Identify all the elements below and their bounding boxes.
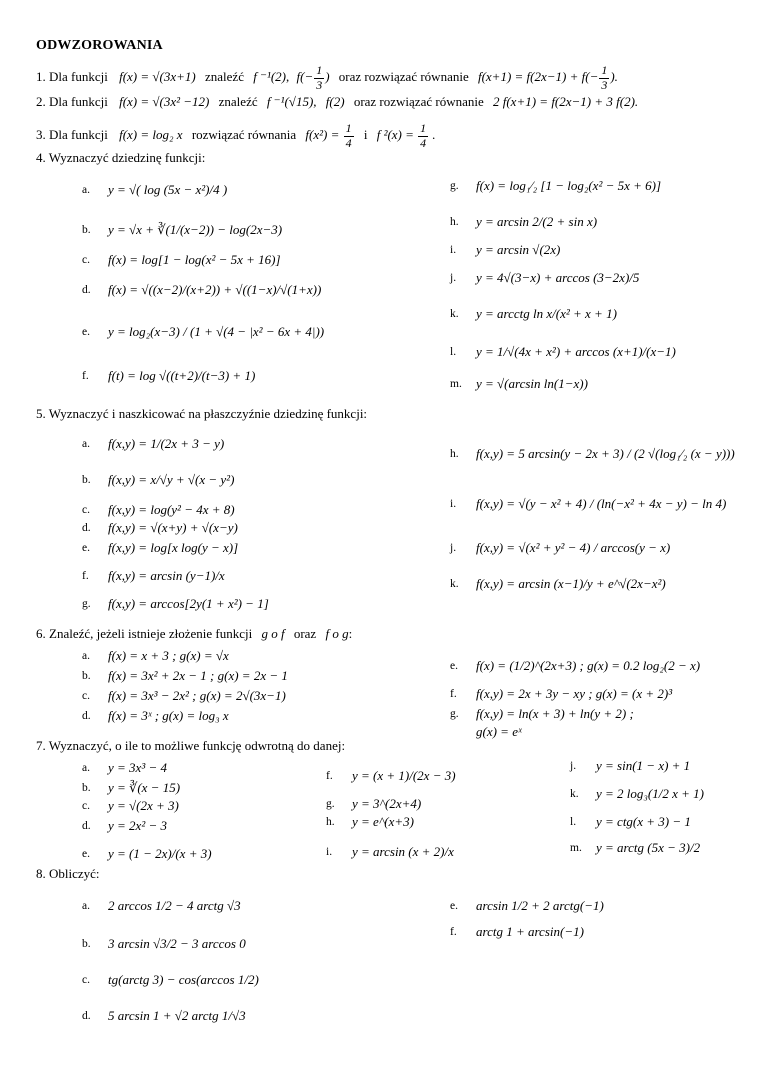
t5-item-expression: f(x,y) = arcsin (x−1)/y + e^√(2x−x²) [476, 576, 666, 591]
t5-item-label: j. [450, 542, 457, 554]
t4-item-label: c. [82, 254, 90, 266]
t6-item-expression: f(x,y) = ln(x + 3) + ln(y + 2) ; [476, 706, 634, 721]
t6-item-expression: f(x) = 3ˣ ; g(x) = log₃ x [108, 708, 229, 723]
task-1-inverse: f ⁻¹(2) [253, 69, 286, 85]
t4-item-label: m. [450, 378, 462, 390]
t8-item-expression: arctg 1 + arcsin(−1) [476, 924, 584, 939]
task-1-function: f(x) = √(3x+1) [119, 69, 196, 85]
t5-item-expression: f(x,y) = √(x+y) + √(x−y) [108, 520, 238, 535]
task-2-intro: 2. Dla funkcji [36, 94, 108, 109]
t6-item-expression: g(x) = eˣ [476, 724, 522, 739]
t7-item-label: e. [82, 848, 90, 860]
task-2 [36, 94, 638, 110]
t6-item-label: d. [82, 710, 91, 722]
t4-item-expression: y = arcsin 2/(2 + sin x) [476, 214, 598, 229]
t7-item-expression: y = arctg (5x − 3)/2 [596, 840, 701, 855]
t5-item-label: b. [82, 474, 91, 486]
t7-item-label: k. [570, 788, 579, 800]
task-3-equation-1: f(x²) = $\frac{1}{4}$ [305, 121, 352, 150]
task-2-equation: 2 f(x+1) = f(2x−1) + 3 f(2). [492, 94, 639, 109]
task-6-composition-fog: f o g [325, 626, 349, 641]
t4-item-expression: f(x) = √((x−2)/(x+2)) + √((1−x)/√(1+x)) [108, 282, 322, 297]
task-6-and: oraz [293, 626, 317, 641]
t7-item-label: i. [326, 846, 333, 858]
task-1-equation: f(x+1) = f(2x−1) + f(− $\frac{1}{3}$ ). [477, 63, 618, 92]
t4-item-label: g. [450, 180, 459, 192]
t5-item-expression: f(x,y) = log(y² − 4x + 8) [108, 502, 235, 517]
task-5-heading: 5. Wyznaczyć i naszkicować na płaszczyźnie dziedzinę funkcji: [36, 406, 368, 421]
t5-item-label: d. [82, 522, 91, 534]
t7-item-expression: y = arcsin (x + 2)/x [352, 844, 454, 859]
task-6-intro: 6. Znaleźć, jeżeli istnieje złożenie funkcji [36, 626, 253, 641]
t6-item-label: c. [82, 690, 90, 702]
task-3-intro: 3. Dla funkcji [36, 127, 108, 143]
t4-item-expression: f(t) = log √((t+2)/(t−3) + 1) [108, 368, 256, 383]
t5-item-expression: f(x,y) = 5 arcsin(y − 2x + 3) / (2 √(log₁⁄₂ (x − y))) [476, 446, 735, 461]
t5-item-expression: f(x,y) = arcsin (y−1)/x [108, 568, 225, 583]
t8-item-label: b. [82, 938, 91, 950]
t7-item-expression: y = 2x² − 3 [108, 818, 167, 833]
t4-item-label: b. [82, 224, 91, 236]
t6-item-expression: f(x) = 3x² + 2x − 1 ; g(x) = 2x − 1 [108, 668, 288, 683]
t7-item-label: j. [570, 760, 577, 772]
t4-item-expression: y = arcctg ln x/(x² + x + 1) [476, 306, 617, 321]
task-1-intro: 1. Dla funkcji [36, 69, 108, 85]
t8-item-label: d. [82, 1010, 91, 1022]
t7-item-expression: y = sin(1 − x) + 1 [596, 758, 691, 773]
task-2-find-text: znaleźć [218, 94, 258, 109]
t4-item-expression: f(x) = log₁⁄₂ [1 − log₂(x² − 5x + 6)] [476, 178, 662, 193]
task-1-and-text: oraz rozwiązać równanie [338, 69, 469, 85]
t4-item-label: j. [450, 272, 457, 284]
t7-item-label: l. [570, 816, 577, 828]
t5-item-expression: f(x,y) = arccos[2y(1 + x²) − 1] [108, 596, 269, 611]
t7-item-label: a. [82, 762, 90, 774]
t8-item-expression: arcsin 1/2 + 2 arctg(−1) [476, 898, 604, 913]
t4-item-label: f. [82, 370, 89, 382]
t7-item-expression: y = e^(x+3) [352, 814, 414, 829]
t5-item-expression: f(x,y) = √(y − x² + 4) / (ln(−x² + 4x − y) − ln 4) [476, 496, 727, 511]
task-3 [36, 122, 436, 150]
t8-item-expression: 5 arcsin 1 + √2 arctg 1/√3 [108, 1008, 246, 1023]
task-2-value: f(2) [325, 94, 345, 109]
t5-item-label: e. [82, 542, 90, 554]
task-2-function: f(x) = √(3x² −12) [119, 94, 210, 109]
t8-item-label: e. [450, 900, 458, 912]
task-3-and: i [363, 127, 368, 143]
t4-item-label: i. [450, 244, 457, 256]
t5-item-label: h. [450, 448, 459, 460]
t6-item-expression: f(x) = (1/2)^(2x+3) ; g(x) = 0.2 log₂(2 − x) [476, 658, 701, 673]
t8-item-expression: tg(arctg 3) − cos(arccos 1/2) [108, 972, 259, 987]
t8-item-label: a. [82, 900, 90, 912]
t4-item-expression: y = log₂(x−3) / (1 + √(4 − |x² − 6x + 4|)) [108, 324, 325, 339]
task-3-solve-text: rozwiązać równania [191, 127, 297, 143]
t4-item-label: a. [82, 184, 90, 196]
t6-item-expression: f(x,y) = 2x + 3y − xy ; g(x) = (x + 2)³ [476, 686, 673, 701]
t7-item-label: g. [326, 798, 335, 810]
t6-item-label: g. [450, 708, 459, 720]
t4-item-label: d. [82, 284, 91, 296]
task-8-heading: 8. Obliczyć: [36, 866, 100, 881]
t5-item-expression: f(x,y) = log[x log(y − x)] [108, 540, 239, 555]
task-1-value: f(− $\frac{1}{3}$ ) [296, 63, 330, 92]
t5-item-label: c. [82, 504, 90, 516]
t7-item-expression: y = 2 log₃(1/2 x + 1) [596, 786, 704, 801]
t8-item-expression: 2 arccos 1/2 − 4 arctg √3 [108, 898, 241, 913]
task-3-function: f(x) = log₂ x [119, 127, 183, 143]
t6-item-label: b. [82, 670, 91, 682]
task-6-heading: 6. Znaleźć, jeżeli istnieje złożenie funkcji g o f oraz f o g: [36, 626, 353, 641]
t7-item-label: m. [570, 842, 582, 854]
task-1: 1. Dla funkcji f(x) = √(3x+1) znaleźć f ⁻¹(2), f(− $\frac{1}{3}$ ) oraz rozwiązać równanie f(x+1) = f(2x−1) + f(− $\frac{1}{3}$ ). [36, 63, 618, 92]
t7-item-expression: y = √(2x + 3) [108, 798, 179, 813]
t7-item-label: h. [326, 816, 335, 828]
t7-item-expression: y = (x + 1)/(2x − 3) [352, 768, 456, 783]
task-2-inverse: f ⁻¹(√15), [266, 94, 317, 109]
t7-item-expression: y = ctg(x + 3) − 1 [596, 814, 691, 829]
t4-item-expression: y = 1/√(4x + x²) + arccos (x+1)/(x−1) [476, 344, 676, 359]
t7-item-expression: y = 3x³ − 4 [108, 760, 167, 775]
t5-item-label: k. [450, 578, 459, 590]
t4-item-expression: y = arcsin √(2x) [476, 242, 561, 257]
t6-item-label: a. [82, 650, 90, 662]
t4-item-expression: y = √(arcsin ln(1−x)) [476, 376, 588, 391]
task-3-equation-2: f ²(x) = $\frac{1}{4}$ . [376, 121, 436, 150]
t5-item-label: a. [82, 438, 90, 450]
t6-item-expression: f(x) = x + 3 ; g(x) = √x [108, 648, 229, 663]
t4-item-expression: y = 4√(3−x) + arccos (3−2x)/5 [476, 270, 640, 285]
t8-item-expression: 3 arcsin √3/2 − 3 arccos 0 [108, 936, 246, 951]
t6-item-label: e. [450, 660, 458, 672]
t4-item-expression: f(x) = log[1 − log(x² − 5x + 16)] [108, 252, 281, 267]
t7-item-label: d. [82, 820, 91, 832]
t4-item-expression: y = √( log (5x − x²)/4 ) [108, 182, 228, 197]
task-2-and-text: oraz rozwiązać równanie [353, 94, 484, 109]
t8-item-label: f. [450, 926, 457, 938]
t7-item-label: c. [82, 800, 90, 812]
t7-item-expression: y = ∛(x − 15) [108, 780, 181, 795]
t4-item-label: k. [450, 308, 459, 320]
task-4-heading: 4. Wyznaczyć dziedzinę funkcji: [36, 150, 206, 165]
t5-item-expression: f(x,y) = √(x² + y² − 4) / arccos(y − x) [476, 540, 671, 555]
t5-item-expression: f(x,y) = 1/(2x + 3 − y) [108, 436, 225, 451]
t4-item-label: l. [450, 346, 457, 358]
document-title: ODWZOROWANIA [36, 38, 163, 53]
t4-item-expression: y = √x + ∛(1/(x−2)) − log(2x−3) [108, 222, 283, 237]
t5-item-label: i. [450, 498, 457, 510]
t7-item-expression: y = (1 − 2x)/(x + 3) [108, 846, 212, 861]
t7-item-expression: y = 3^(2x+4) [352, 796, 422, 811]
task-7-heading: 7. Wyznaczyć, o ile to możliwe funkcję odwrotną do danej: [36, 738, 346, 753]
t7-item-label: f. [326, 770, 333, 782]
t4-item-label: h. [450, 216, 459, 228]
t5-item-label: f. [82, 570, 89, 582]
t5-item-expression: f(x,y) = x/√y + √(x − y²) [108, 472, 235, 487]
task-6-composition-gof: g o f [261, 626, 285, 641]
t7-item-label: b. [82, 782, 91, 794]
t5-item-label: g. [82, 598, 91, 610]
t6-item-label: f. [450, 688, 457, 700]
t6-item-expression: f(x) = 3x³ − 2x² ; g(x) = 2√(3x−1) [108, 688, 286, 703]
t8-item-label: c. [82, 974, 90, 986]
task-1-find-text: znaleźć [205, 69, 244, 85]
t4-item-label: e. [82, 326, 90, 338]
